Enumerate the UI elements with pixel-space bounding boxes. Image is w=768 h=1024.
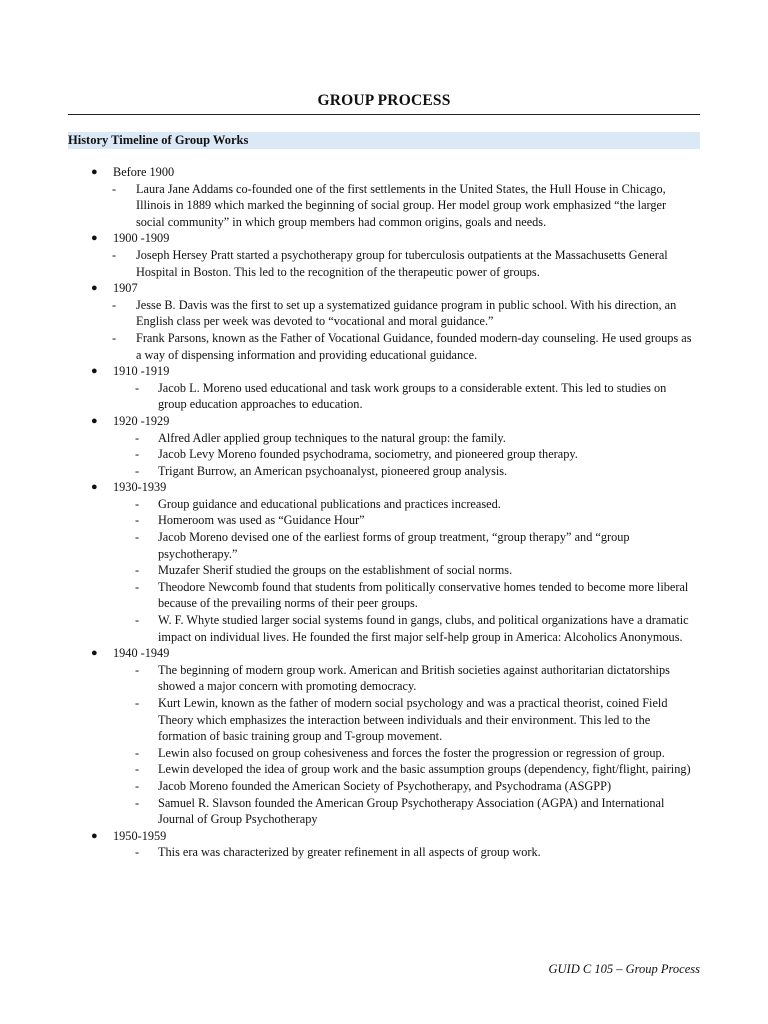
bullet-icon: ● (91, 365, 98, 378)
bullet-icon: ● (91, 647, 98, 660)
period-label: 1910 -1919 (113, 364, 170, 379)
dash-marker-icon: - (112, 247, 117, 262)
timeline-period (0, 363, 768, 380)
entry-text: Samuel R. Slavson founded the American Group Psychotherapy Association (AGPA) and International Journal of Group Psychotherapy (158, 795, 665, 827)
entry-text: W. F. Whyte studied larger social systems found in gangs, clubs, and political organizations have a dramatic impact on individual lives. He founded the first major self-help group in America: Alcoholics Anonymous. (158, 613, 689, 644)
timeline-entry (0, 496, 698, 513)
entry-text: Muzafer Sherif studied the groups on the establishment of social norms. (158, 563, 513, 578)
dash-marker-icon: - (135, 380, 140, 395)
timeline-entry (0, 695, 698, 745)
period-label: 1907 (113, 281, 138, 296)
period-label: 1920 -1929 (113, 413, 170, 428)
entry-text: Alfred Adler applied group techniques to the natural group: the family. (158, 430, 506, 445)
dash-marker-icon: - (135, 447, 140, 462)
period-label: Before 1900 (113, 165, 175, 179)
bullet-icon: ● (91, 481, 98, 494)
entry-text: Trigant Burrow, an American psychoanalyst, pioneered group analysis. (158, 463, 508, 478)
dash-marker-icon: - (135, 745, 140, 760)
timeline-entry (0, 745, 698, 762)
section-heading: History Timeline of Group Works (68, 132, 700, 149)
dash-marker-icon: - (135, 530, 140, 545)
dash-marker-icon: - (112, 181, 117, 196)
timeline-entry (0, 297, 696, 330)
timeline-entry (0, 562, 698, 579)
dash-marker-icon: - (135, 662, 140, 677)
timeline-period (0, 828, 768, 845)
timeline-entry (0, 529, 698, 562)
entry-text: Jacob Levy Moreno founded psychodrama, sociometry, and pioneered group therapy. (158, 447, 578, 462)
entry-text: Jacob L. Moreno used educational and task work groups to a considerable extent. This led to studies on group education approaches to education. (158, 380, 667, 412)
timeline-entry (0, 844, 698, 861)
entry-text: Lewin developed the idea of group work and the basic assumption groups (dependency, fight/flight, pairing) (158, 762, 691, 777)
dash-marker-icon: - (135, 845, 140, 860)
timeline-entry (0, 512, 698, 529)
entry-text: This era was characterized by greater refinement in all aspects of group work. (158, 845, 541, 860)
period-label: 1900 -1909 (113, 231, 170, 246)
timeline-entry (0, 795, 698, 828)
dash-marker-icon: - (112, 297, 117, 312)
dash-marker-icon: - (112, 330, 117, 345)
timeline-entry (0, 463, 698, 480)
bullet-icon: ● (91, 414, 98, 427)
dash-marker-icon: - (135, 795, 140, 810)
entry-text: Frank Parsons, known as the Father of Vocational Guidance, founded modern-day counseling. He used groups as a way of dispensing information and providing educational guidance. (136, 330, 692, 362)
page-title: GROUP PROCESS (317, 92, 451, 109)
entry-text: Laura Jane Addams co-founded one of the first settlements in the United States, the Hull House in Chicago, Illinois in 1889 which marked the beginning of social group. Her model group work emphasized “the larger social community” in which group members had common origins, goals and needs. (136, 181, 667, 229)
entry-text: The beginning of modern group work. American and British societies against authoritarian dictatorships showed a major concern with promoting democracy. (158, 662, 670, 694)
bullet-icon: ● (91, 282, 98, 295)
page-footer: GUID C 105 – Group Process (548, 962, 700, 976)
bullet-icon: ● (91, 829, 98, 842)
dash-marker-icon: - (135, 613, 140, 628)
timeline-list (0, 164, 768, 861)
timeline-period (0, 164, 768, 181)
bullet-icon: ● (91, 232, 98, 245)
timeline-entry (0, 612, 698, 645)
dash-marker-icon: - (135, 513, 140, 528)
timeline-entry (0, 430, 698, 447)
timeline-period (0, 479, 768, 496)
timeline-period (0, 280, 768, 297)
dash-marker-icon: - (135, 563, 140, 578)
timeline-period (0, 230, 768, 247)
timeline-entry (0, 761, 698, 778)
dash-marker-icon: - (135, 463, 140, 478)
dash-marker-icon: - (135, 778, 140, 793)
timeline-period (0, 413, 768, 430)
period-label: 1930-1939 (113, 480, 167, 495)
period-label: 1950-1959 (113, 828, 167, 843)
entry-text: Jesse B. Davis was the first to set up a systematized guidance program in public school. With his direction, an English class per week was devoted to “vocational and moral guidance.” (136, 297, 677, 329)
entry-text: Joseph Hersey Pratt started a psychotherapy group for tuberculosis outpatients at the Massachusetts General Hospital in Boston. This led to the recognition of the therapeutic power of groups. (136, 247, 668, 279)
dash-marker-icon: - (135, 496, 140, 511)
timeline-entry (0, 330, 696, 363)
entry-text: Jacob Moreno devised one of the earliest forms of group treatment, “group therapy” and “group psychotherapy.” (158, 530, 630, 561)
dash-marker-icon: - (135, 579, 140, 594)
entry-text: Jacob Moreno founded the American Society of Psychotherapy, and Psychodrama (ASGPP) (158, 778, 612, 793)
timeline-entry (0, 446, 698, 463)
entry-text: Homeroom was used as “Guidance Hour” (158, 513, 365, 528)
timeline-entry (0, 579, 698, 612)
dash-marker-icon: - (135, 430, 140, 445)
timeline-entry (0, 662, 698, 695)
timeline-entry (0, 247, 696, 280)
timeline-entry (0, 181, 696, 231)
dash-marker-icon: - (135, 762, 140, 777)
entry-text: Theodore Newcomb found that students from politically conservative homes tended to become more liberal because of the prevailing norms of their peer groups. (158, 579, 689, 611)
entry-text: Group guidance and educational publications and practices increased. (158, 496, 501, 511)
entry-text: Lewin also focused on group cohesiveness and forces the foster the progression or regression of group. (158, 745, 665, 760)
timeline-period (0, 645, 768, 662)
dash-marker-icon: - (135, 696, 140, 710)
period-label: 1940 -1949 (113, 646, 170, 661)
title-divider (68, 114, 700, 115)
timeline-entry (0, 778, 698, 795)
entry-text: Kurt Lewin, known as the father of modern social psychology and was a practical theorist, coined Field Theory which emphasizes the interaction between individuals and their environment. This led to the formation of basic training group and T-group movement. (158, 696, 668, 744)
timeline-entry (0, 380, 698, 413)
bullet-icon: ● (91, 166, 98, 178)
